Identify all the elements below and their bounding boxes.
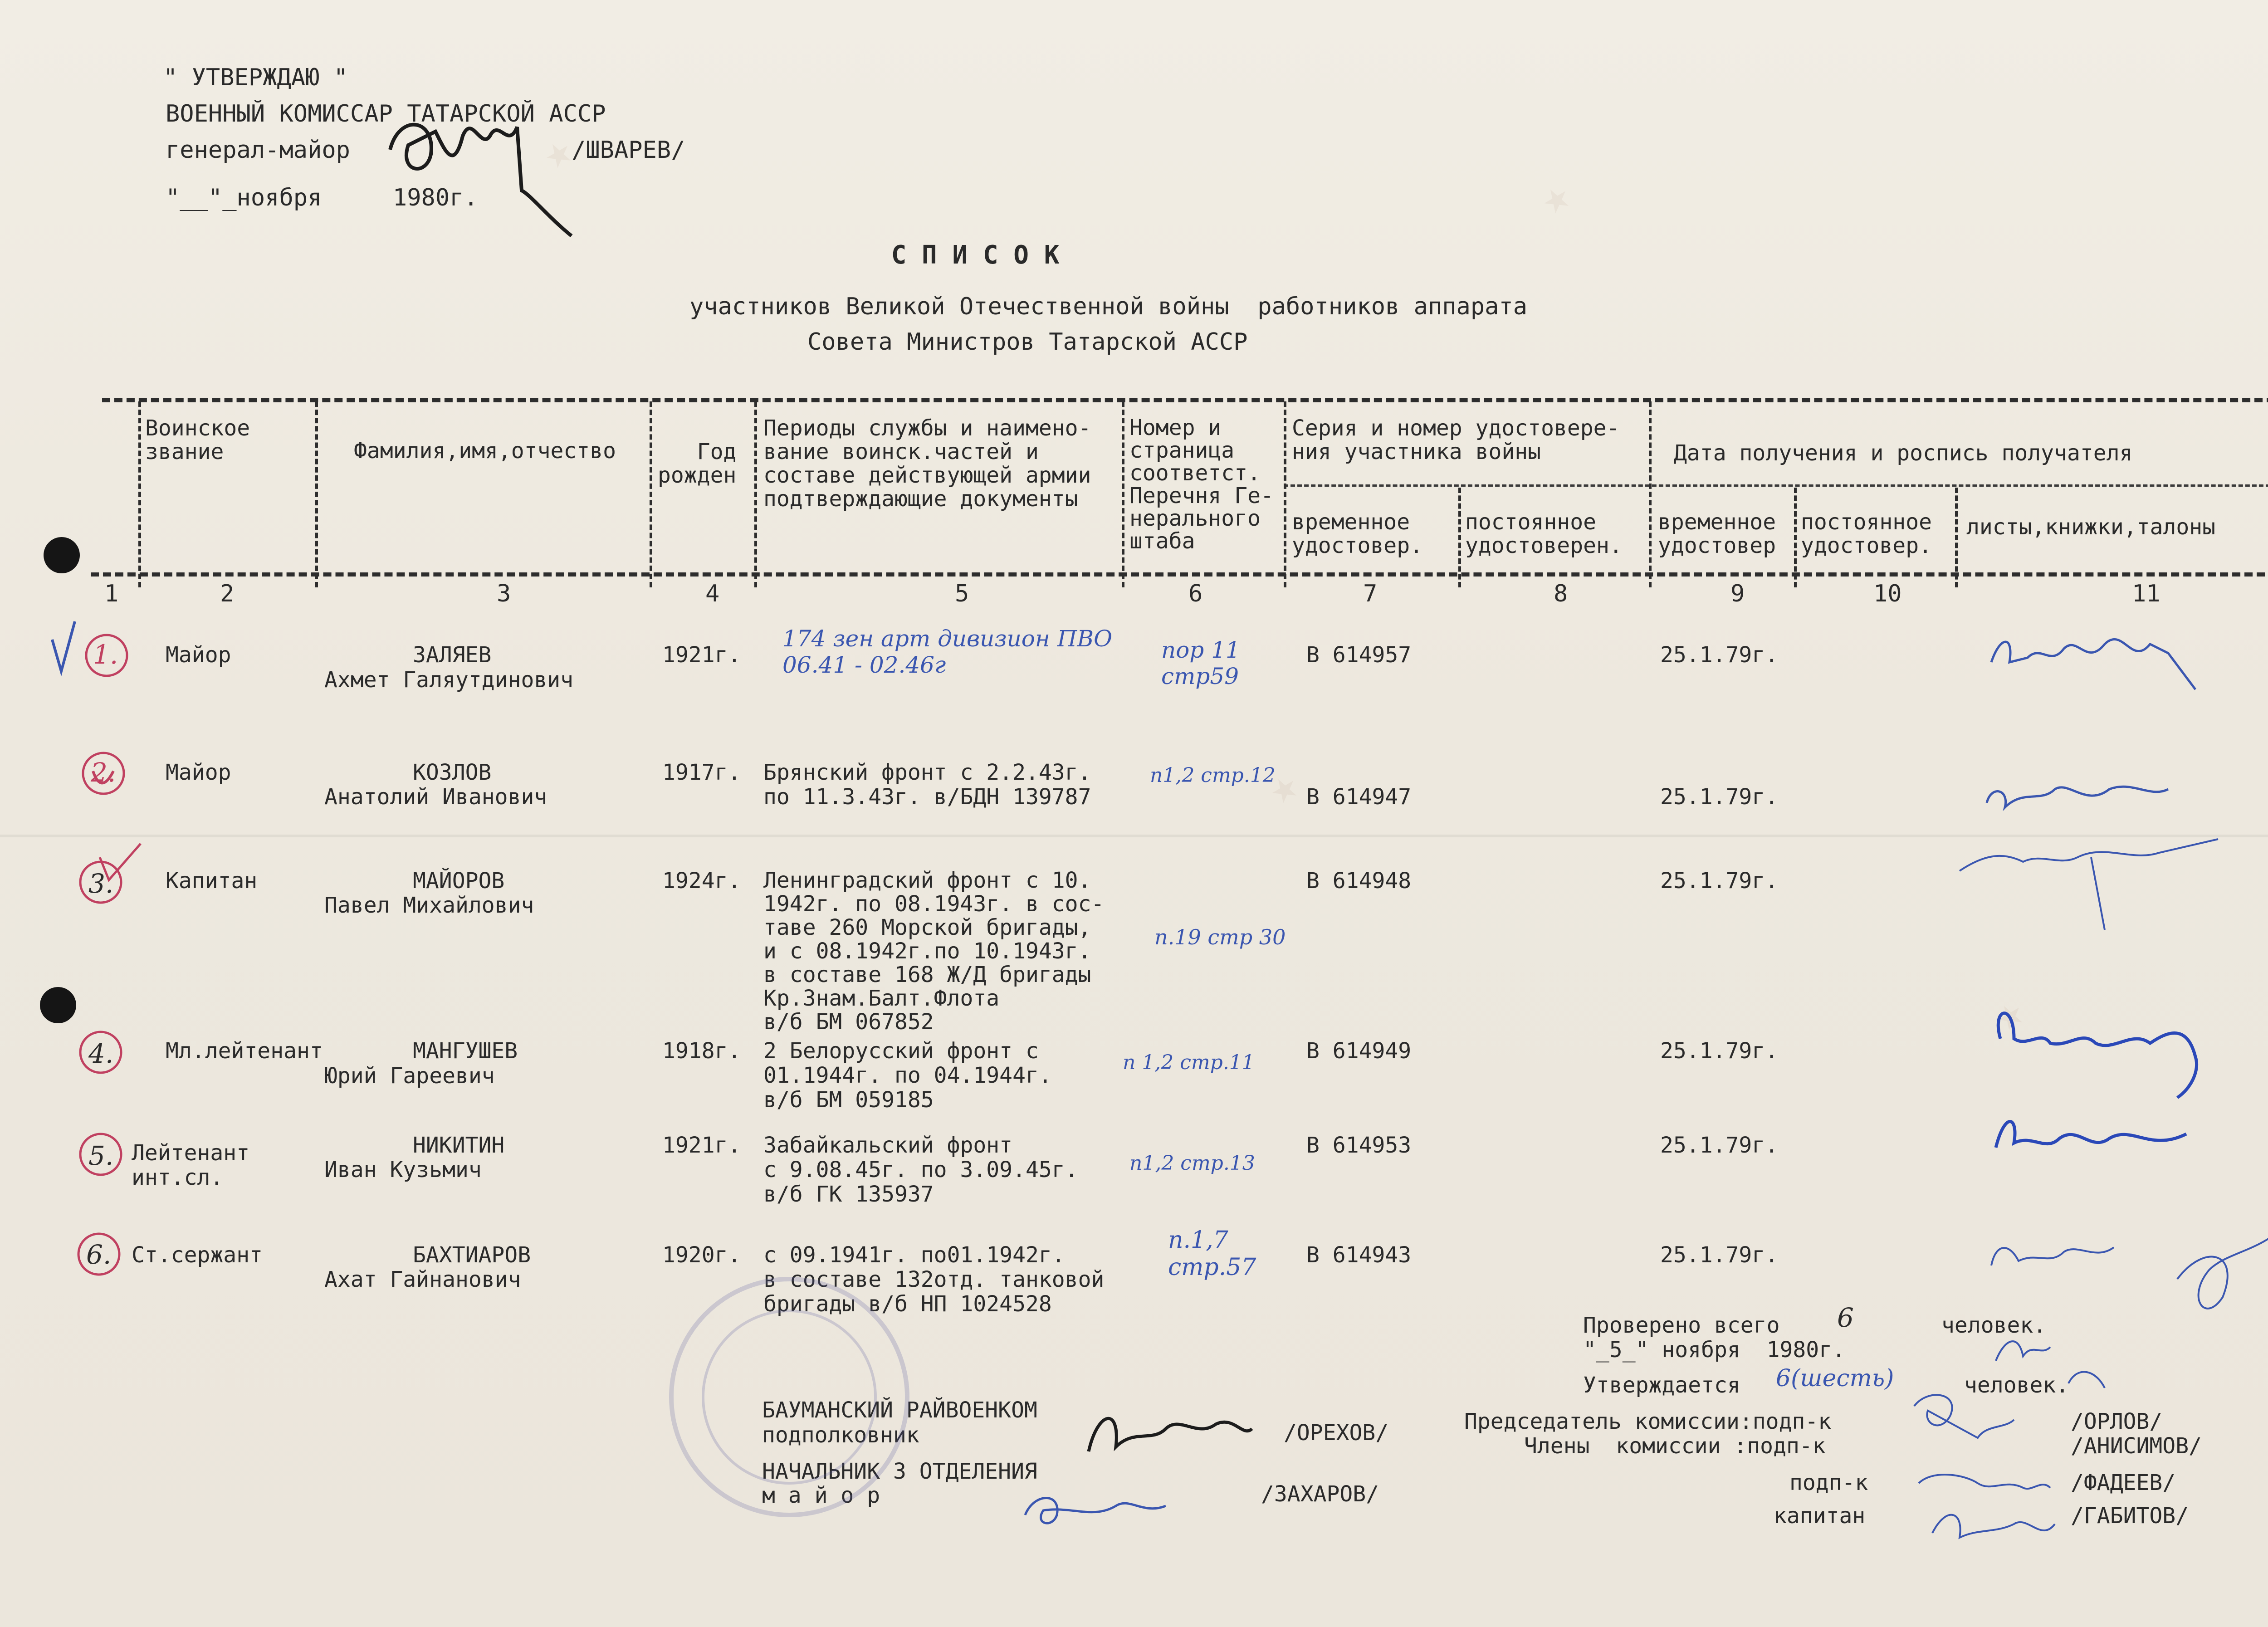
commission-signature <box>1914 1395 2014 1438</box>
department-head-name: /ЗАХАРОВ/ <box>1261 1481 1379 1507</box>
row-given-name: Иван Кузьмич <box>324 1157 482 1182</box>
row-receipt-date: 25.1.79г. <box>1660 1242 1779 1268</box>
header-list-ref: Номер и страница соответст. Перечня Ге- нерального штаба <box>1129 415 1274 554</box>
row-service: Забайкальский фронт с 9.08.45г. по 3.09.45г. в/б ГК 135937 <box>763 1133 1078 1207</box>
official-stamp <box>671 1279 907 1515</box>
column-number: 9 <box>1730 580 1745 607</box>
commission-signature <box>2177 1225 2268 1309</box>
commission-chair-label: Председатель комиссии:подп-к <box>1464 1409 1832 1434</box>
header-receipt-sheets: листы,книжки,талоны <box>1966 514 2216 540</box>
approval-signature <box>390 125 572 236</box>
verification-people: человек. <box>1941 1313 2047 1338</box>
row-receipt-date: 25.1.79г. <box>1660 868 1779 894</box>
row-service: Брянский фронт с 2.2.43г. по 11.3.43г. в/БДН 139787 <box>763 760 1091 810</box>
row-service-handwritten: 174 зен арт дивизион ПВО 06.41 - 02.46г <box>782 625 1113 678</box>
row-given-name: Ахат Гайнанович <box>324 1267 521 1292</box>
approval-name: /ШВАРЕВ/ <box>572 137 685 164</box>
recipient-signature <box>1991 1247 2114 1265</box>
row-surname: НИКИТИН <box>413 1133 505 1158</box>
row-rank: Капитан <box>166 868 258 894</box>
column-number: 2 <box>220 580 235 607</box>
department-head-title: НАЧАЛЬНИК 3 ОТДЕЛЕНИЯ <box>762 1459 1037 1484</box>
column-number: 7 <box>1363 580 1378 607</box>
commission-member-3: /ГАБИТОВ/ <box>2071 1503 2189 1529</box>
header-full-name: Фамилия,имя,отчество <box>354 438 616 464</box>
row-birth-year: 1921г. <box>662 642 741 668</box>
approval-position: ВОЕННЫЙ КОМИССАР ТАТАРСКОЙ АССР <box>166 100 606 127</box>
column-number: 1 <box>104 580 119 607</box>
recipient-signature <box>1991 639 2195 689</box>
commission-member-2: /ФАДЕЕВ/ <box>2071 1470 2176 1495</box>
column-number: 10 <box>1873 580 1902 607</box>
row-certificate: В 614957 <box>1306 642 1412 668</box>
commission-signature <box>1996 1341 2105 1388</box>
row-birth-year: 1921г. <box>662 1133 741 1158</box>
row-number: 3. <box>88 868 114 899</box>
row-given-name: Юрий Гареевич <box>324 1063 495 1089</box>
approval-count-handwritten: 6(шесть) <box>1776 1365 1894 1392</box>
row-receipt-date: 25.1.79г. <box>1660 1133 1779 1158</box>
row-surname: БАХТИАРОВ <box>413 1242 531 1268</box>
column-number: 5 <box>955 580 969 607</box>
raivoenkom-title: БАУМАНСКИЙ РАЙВОЕНКОМ <box>762 1397 1037 1423</box>
row-number: 1. <box>93 639 118 670</box>
commission-signature <box>1919 1475 2050 1489</box>
row-number-circle <box>83 753 124 794</box>
row-surname: КОЗЛОВ <box>413 760 492 785</box>
row-rank: Ст.сержант <box>132 1242 263 1268</box>
verification-date: "_5_" ноября 1980г. <box>1583 1337 1845 1363</box>
check-mark <box>52 621 75 671</box>
watermark: ★ <box>1988 993 2032 1040</box>
row-number-circle <box>80 1134 121 1175</box>
header-cert-temporary: временное удостовер. <box>1292 509 1423 558</box>
header-year: Год рожден <box>658 439 737 488</box>
watermark: ★ <box>537 131 581 178</box>
row-list-ref: п1,2 стр.13 <box>1129 1152 1255 1175</box>
row-birth-year: 1924г. <box>662 868 741 894</box>
row-service: с 09.1941г. по01.1942г. в составе 132отд. танковой бригады в/б НП 1024528 <box>763 1242 1105 1317</box>
row-number: 2. <box>91 757 116 788</box>
row-number: 4. <box>88 1038 114 1069</box>
column-number: 6 <box>1188 580 1203 607</box>
row-given-name: Павел Михайлович <box>324 893 534 918</box>
header-service: Периоды службы и наимено- вание воинск.частей и составе действующей армии подтверждающие документы <box>763 415 1091 512</box>
row-certificate: В 614947 <box>1306 784 1412 810</box>
row-list-ref: пор 11 стр59 <box>1161 637 1240 689</box>
row-surname: ЗАЛЯЕВ <box>413 642 492 668</box>
row-given-name: Анатолий Иванович <box>324 784 547 810</box>
row-certificate: В 614949 <box>1306 1038 1412 1064</box>
watermark: ★ <box>1535 176 1579 224</box>
row-service: 2 Белорусский фронт с 01.1944г. по 04.1944г. в/б БМ 059185 <box>763 1038 1052 1113</box>
department-head-rank: м а й о р <box>762 1483 880 1508</box>
column-number: 8 <box>1554 580 1568 607</box>
commission-member-1: /АНИСИМОВ/ <box>2071 1433 2202 1459</box>
commission-signature <box>1932 1515 2055 1538</box>
row-certificate: В 614953 <box>1306 1133 1412 1158</box>
verification-count: 6 <box>1837 1302 1854 1333</box>
raivoenkom-name: /ОРЕХОВ/ <box>1284 1420 1389 1446</box>
row-rank: Майор <box>166 760 231 785</box>
row-surname: МАЙОРОВ <box>413 868 505 894</box>
approval-count-people: человек. <box>1964 1373 2069 1398</box>
row-number-circle <box>86 635 127 676</box>
row-certificate: В 614948 <box>1306 868 1412 894</box>
header-certificate: Серия и номер удостовере- ния участника войны <box>1292 415 1620 464</box>
row-list-ref: п 1,2 стр.11 <box>1123 1051 1255 1074</box>
row-rank: Мл.лейтенант <box>166 1038 323 1064</box>
row-number: 5. <box>88 1140 114 1171</box>
row-receipt-date: 25.1.79г. <box>1660 784 1779 810</box>
approval-rank: генерал-майор <box>166 137 350 164</box>
check-mark <box>93 771 113 783</box>
header-receipt-temporary: временное удостовер <box>1658 509 1776 558</box>
row-list-ref: п1,2 стр.12 <box>1150 764 1276 787</box>
commission-members-label: Члены комиссии :подп-к <box>1524 1433 1826 1459</box>
recipient-signature <box>1996 1122 2186 1148</box>
row-given-name: Ахмет Галяутдинович <box>324 667 574 693</box>
document-title: С П И С О К <box>891 240 1060 270</box>
row-receipt-date: 25.1.79г. <box>1660 642 1779 668</box>
watermark: ★ <box>1262 766 1306 813</box>
row-number-circle <box>78 1234 119 1275</box>
commission-chair-name: /ОРЛОВ/ <box>2071 1409 2163 1434</box>
verification-checked: Проверено всего <box>1583 1313 1780 1338</box>
row-list-ref: п.1,7 стр.57 <box>1168 1226 1256 1281</box>
column-number: 3 <box>497 580 511 607</box>
row-birth-year: 1917г. <box>662 760 741 785</box>
row-list-ref: п.19 стр 30 <box>1154 925 1286 949</box>
header-receipt: Дата получения и роспись получателя <box>1674 440 2133 466</box>
approval-heading: " УТВЕРЖДАЮ " <box>163 64 348 91</box>
row-rank: Лейтенант инт.сл. <box>132 1140 250 1190</box>
column-number: 11 <box>2132 580 2160 607</box>
commission-rank-3: капитан <box>1774 1503 1866 1529</box>
row-certificate: В 614943 <box>1306 1242 1412 1268</box>
row-rank: Майор <box>166 642 231 668</box>
header-cert-permanent: постоянное удостоверен. <box>1465 509 1623 558</box>
row-birth-year: 1918г. <box>662 1038 741 1064</box>
row-surname: МАНГУШЕВ <box>413 1038 518 1064</box>
approval-date: "__"_ноября 1980г. <box>166 184 478 211</box>
row-service: Ленинградский фронт с 10. 1942г. по 08.1943г. в сос- таве 260 Морской бригады, и с 08.1942г.по 10.1943г. в составе 168 Ж/Д бригады Кр.Знам.Балт.Флота в/б БМ 067852 <box>763 868 1105 1035</box>
row-number-circle <box>80 1032 121 1073</box>
department-signature <box>1025 1498 1166 1524</box>
recipient-signature <box>1960 839 2218 930</box>
header-rank: Воинское звание <box>145 415 250 464</box>
column-number: 4 <box>705 580 720 607</box>
approval-count-label: Утверждается <box>1583 1373 1740 1398</box>
row-receipt-date: 25.1.79г. <box>1660 1038 1779 1064</box>
header-receipt-permanent: постоянное удостовер. <box>1801 509 1932 558</box>
raivoenkom-signature <box>1089 1418 1252 1451</box>
row-number: 6. <box>86 1239 112 1270</box>
raivoenkom-rank: подполковник <box>762 1422 919 1448</box>
row-birth-year: 1920г. <box>662 1242 741 1268</box>
recipient-signature <box>1987 787 2168 807</box>
recipient-signature <box>1998 1013 2196 1098</box>
row-number-circle <box>80 862 121 903</box>
document-subtitle-2: Совета Министров Татарской АССР <box>807 328 1248 356</box>
commission-rank-2: подп-к <box>1789 1470 1868 1495</box>
document-subtitle-1: участников Великой Отечественной войны работников аппарата <box>689 293 1528 320</box>
